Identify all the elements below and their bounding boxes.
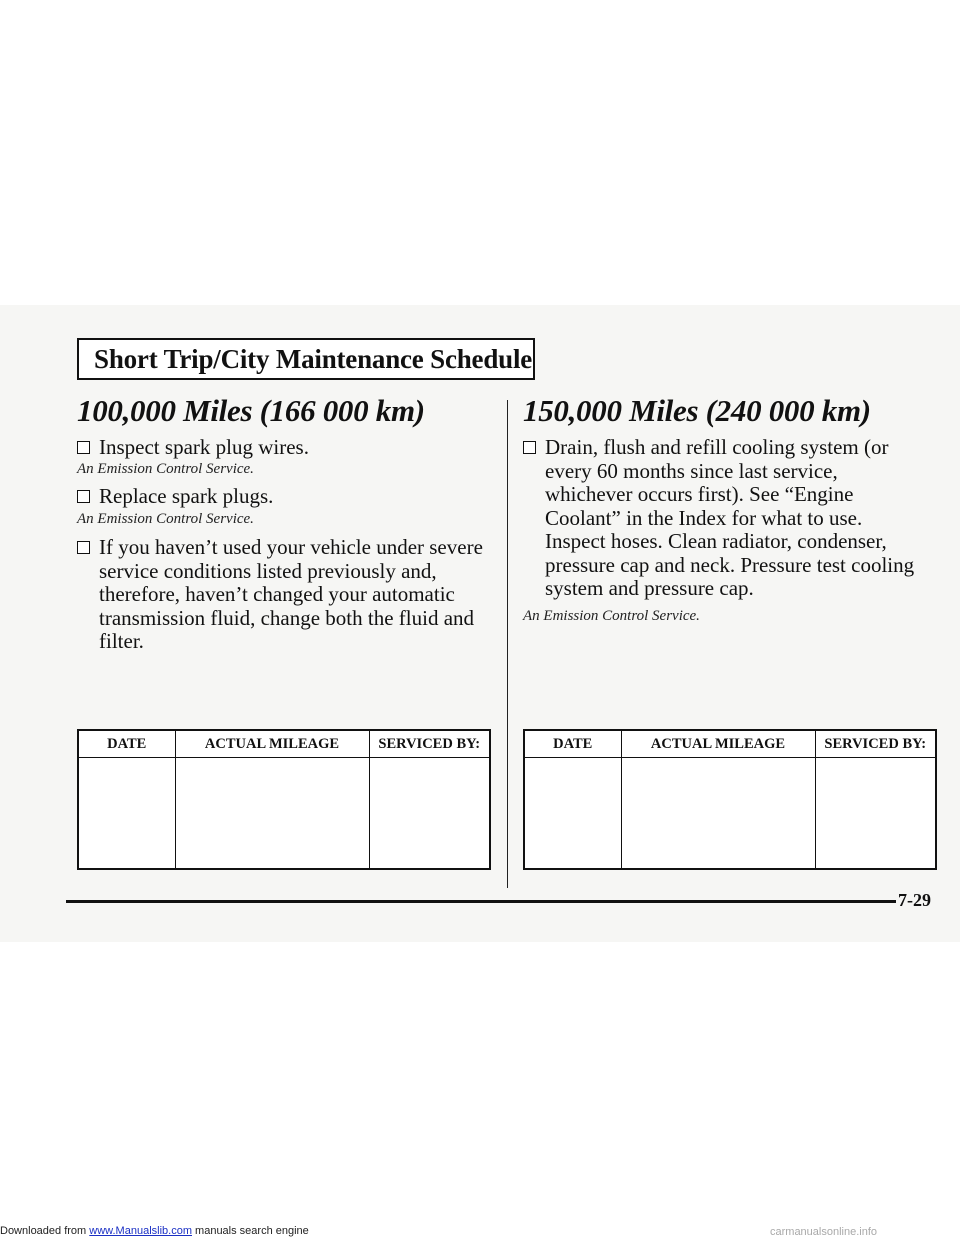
left-item-1-text: Inspect spark plug wires. — [99, 435, 309, 459]
left-item-2-note: An Emission Control Service. — [77, 511, 254, 527]
left-item-3-text: If you haven’t used your vehicle under severe service conditions listed previously and, therefore, haven’t changed your automatic transmission fluid, change both the fluid and filter. — [99, 535, 483, 653]
page-header: Short Trip/City Maintenance Schedule — [77, 338, 535, 380]
column-divider — [507, 400, 508, 888]
actual-mileage-column-header: ACTUAL MILEAGE — [621, 730, 815, 758]
left-item-1-note: An Emission Control Service. — [77, 461, 254, 477]
table-row — [524, 758, 936, 870]
page-number: 7-29 — [898, 890, 931, 910]
table-header-row — [78, 730, 490, 758]
manualslib-link[interactable]: www.Manualslib.com — [89, 1225, 192, 1237]
watermark: carmanualsonline.info — [770, 1226, 878, 1238]
actual-mileage-cell[interactable] — [621, 758, 815, 870]
table-row — [78, 758, 490, 870]
checkbox-icon[interactable] — [77, 490, 90, 503]
checkbox-icon[interactable] — [523, 441, 536, 454]
checkbox-icon[interactable] — [77, 541, 90, 554]
bottom-rule — [66, 900, 896, 903]
checkbox-icon[interactable] — [77, 441, 90, 454]
download-footer — [0, 1225, 309, 1237]
table-header-row — [524, 730, 936, 758]
left-service-log-table — [77, 729, 491, 870]
serviced-by-column-header: SERVICED BY: — [369, 730, 490, 758]
serviced-by-cell[interactable] — [815, 758, 936, 870]
right-item-1-text: Drain, flush and refill cooling system (or every 60 months since last service, whichever occurs first). See “Engine Coolant” in the Index for what to use. Inspect hoses. Clean radiator, condenser, pressure cap and neck. Pressure test cooling system and pressure cap. — [545, 435, 915, 600]
actual-mileage-cell[interactable] — [175, 758, 369, 870]
left-item-3 — [77, 536, 489, 654]
serviced-by-cell[interactable] — [369, 758, 490, 870]
right-service-log-table — [523, 729, 937, 870]
left-section-title: 100,000 Miles (166 000 km) — [77, 393, 425, 428]
footer-prefix: Downloaded from — [0, 1225, 90, 1237]
right-item-1-note: An Emission Control Service. — [523, 608, 700, 624]
actual-mileage-column-header: ACTUAL MILEAGE — [175, 730, 369, 758]
right-item-1 — [523, 436, 918, 601]
footer-suffix: manuals search engine — [191, 1225, 309, 1237]
serviced-by-column-header: SERVICED BY: — [815, 730, 936, 758]
date-column-header: DATE — [524, 730, 621, 758]
right-section-title: 150,000 Miles (240 000 km) — [523, 393, 871, 428]
date-cell[interactable] — [524, 758, 621, 870]
date-column-header: DATE — [78, 730, 175, 758]
left-item-2-text: Replace spark plugs. — [99, 484, 274, 508]
date-cell[interactable] — [78, 758, 175, 870]
left-item-2 — [77, 485, 497, 509]
left-item-1 — [77, 436, 497, 460]
